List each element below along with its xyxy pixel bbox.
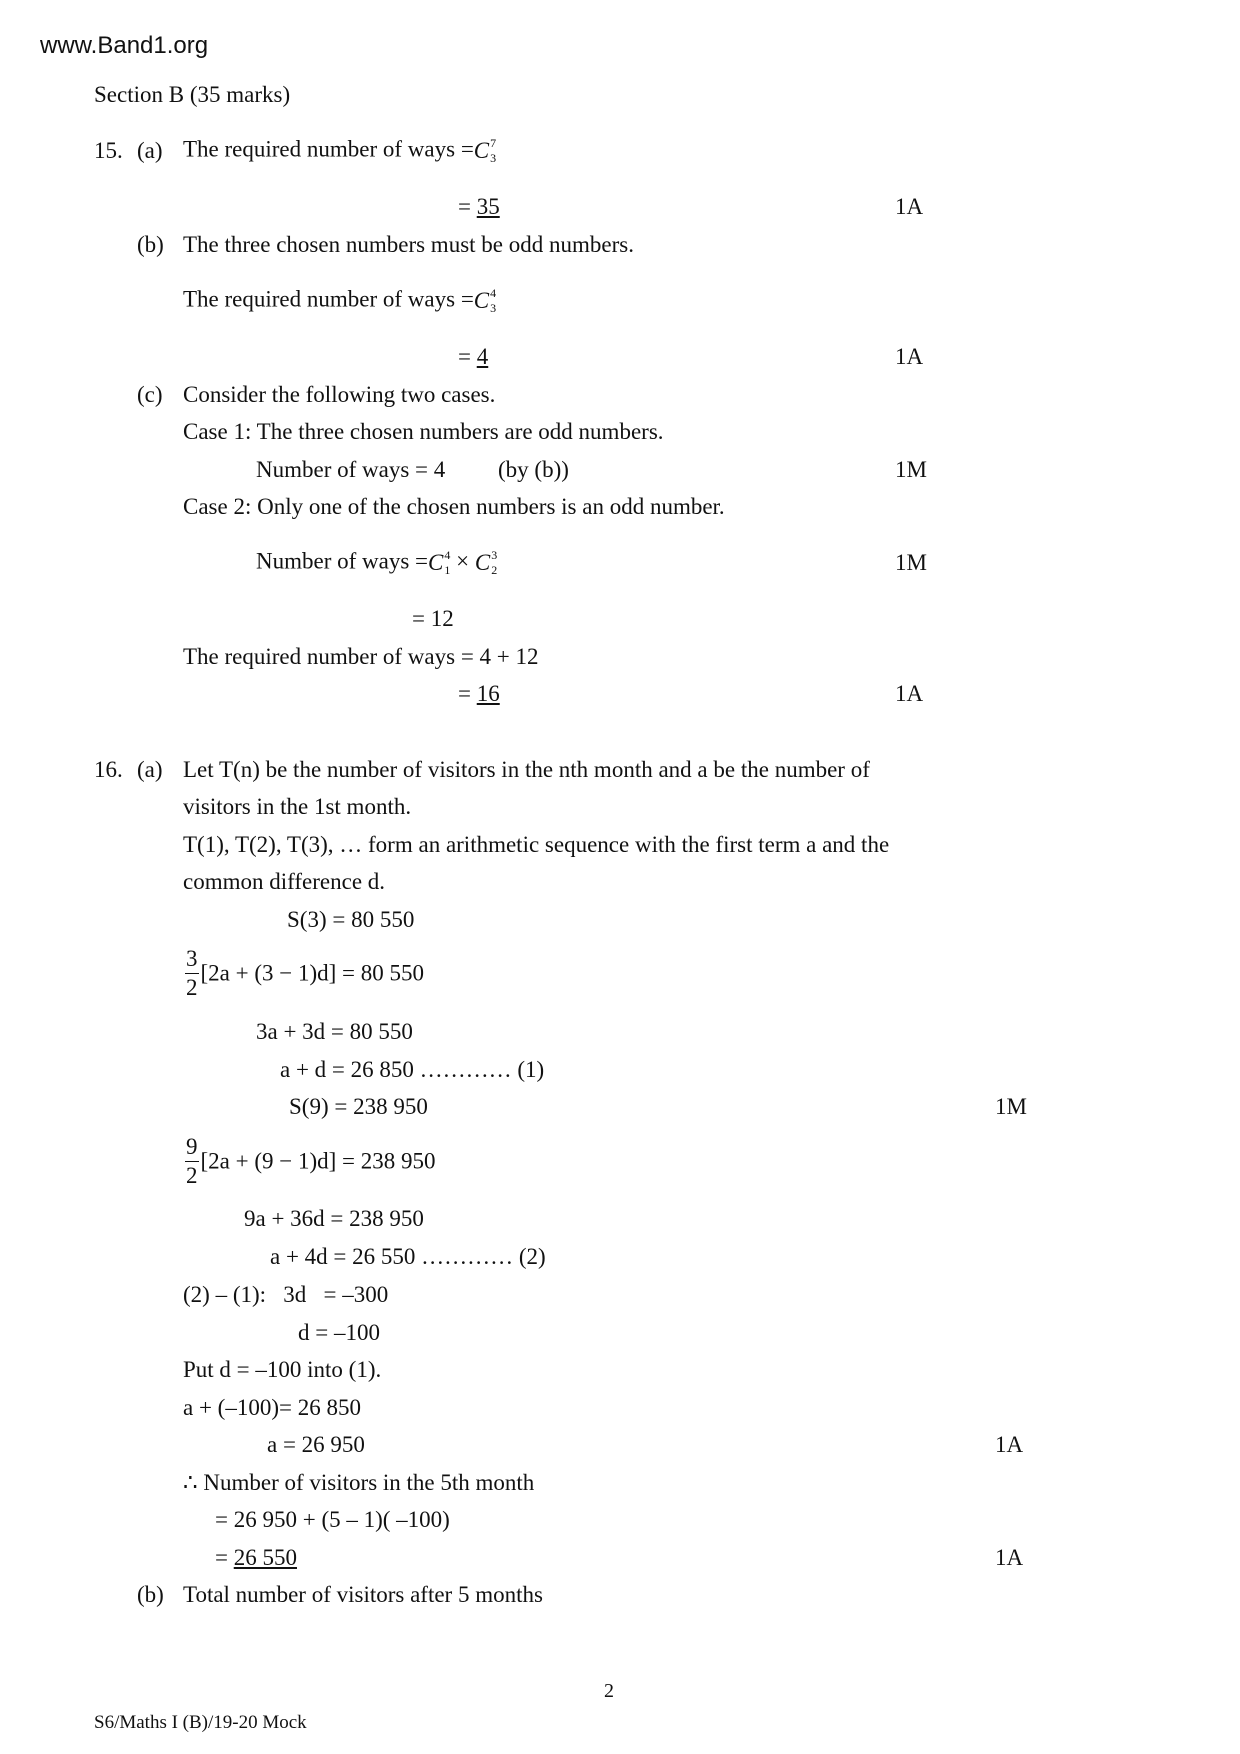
mark: 1M (895, 550, 927, 575)
equation: ∴ Number of visitors in the 5th month (183, 1470, 535, 1495)
equation: a + d = 26 850 ………… (1) (280, 1057, 545, 1082)
combination-symbol: C 3 2 (474, 548, 498, 577)
q15c-label: (c) (137, 382, 163, 407)
mark: 1A (895, 681, 924, 706)
equation: 3a + 3d = 80 550 (256, 1019, 413, 1044)
case1-note: (by (b)) (498, 457, 569, 482)
q16-line: visitors in the 1st month. (183, 794, 412, 819)
q15a-text: The required number of ways =C 7 3 (183, 136, 497, 165)
site-watermark: www.Band1.org (40, 32, 209, 59)
total-result: = 16 (458, 681, 500, 706)
fraction-equation: $\frac{3}{2}$ [2a + (3 − 1)d] = 80 550 (186, 946, 425, 1000)
q15c-text: Consider the following two cases. (183, 382, 496, 407)
q15a-result: = 35 (458, 194, 500, 219)
fraction-equation: $\frac{9}{2}$ [2a + (9 − 1)d] = 238 950 (186, 1134, 436, 1188)
q16-line: T(1), T(2), T(3), … form an arithmetic sequence with the first term a and the (183, 832, 890, 857)
q16-line: common difference d. (183, 869, 386, 894)
q15b-result: = 4 (458, 344, 489, 369)
case2-result: = 12 (412, 606, 454, 631)
q15b-formula: The required number of ways =C 4 3 (183, 286, 497, 315)
equation: Put d = –100 into (1). (183, 1357, 382, 1382)
combination-symbol: C 7 3 (473, 136, 497, 165)
mark: 1A (995, 1545, 1024, 1570)
equation: = 26 550 (215, 1545, 297, 1570)
equation: a + (–100)= 26 850 (183, 1395, 361, 1420)
equation: 9a + 36d = 238 950 (244, 1206, 424, 1231)
equation: S(3) = 80 550 (287, 907, 415, 932)
total: The required number of ways = 4 + 12 (183, 644, 539, 669)
equation: a = 26 950 (267, 1432, 365, 1457)
footer-code: S6/Maths I (B)/19-20 Mock (94, 1712, 307, 1733)
case1-ways: Number of ways = 4 (256, 457, 446, 482)
q15a-label: (a) (137, 138, 163, 163)
q15b-label: (b) (137, 232, 164, 257)
page-number: 2 (604, 1680, 614, 1702)
equation: a + 4d = 26 550 ………… (2) (270, 1244, 546, 1269)
q16-number: 16. (94, 757, 123, 782)
mark: 1M (895, 457, 927, 482)
q16a-label: (a) (137, 757, 163, 782)
mark: 1A (895, 344, 924, 369)
q15-number: 15. (94, 138, 123, 163)
combination-symbol: C 4 3 (473, 286, 497, 315)
case2: Case 2: Only one of the chosen numbers is an odd number. (183, 494, 725, 519)
equation: (2) – (1): 3d = –300 (183, 1282, 389, 1307)
equation: = 26 950 + (5 – 1)( –100) (215, 1507, 450, 1532)
q16b-text: Total number of visitors after 5 months (183, 1582, 543, 1607)
q16b-label: (b) (137, 1582, 164, 1607)
section-heading: Section B (35 marks) (94, 82, 291, 107)
q15b-text: The three chosen numbers must be odd numbers. (183, 232, 634, 257)
equation: d = –100 (298, 1320, 380, 1345)
case1: Case 1: The three chosen numbers are odd numbers. (183, 419, 664, 444)
combination-symbol: C 4 1 (428, 548, 451, 577)
equation: S(9) = 238 950 (289, 1094, 428, 1119)
q16-line: Let T(n) be the number of visitors in the nth month and a be the number of (183, 757, 870, 782)
mark: 1A (895, 194, 924, 219)
case2-ways: Number of ways =C 4 1 × C 3 2 (256, 548, 498, 577)
mark: 1M (995, 1094, 1027, 1119)
mark: 1A (995, 1432, 1024, 1457)
